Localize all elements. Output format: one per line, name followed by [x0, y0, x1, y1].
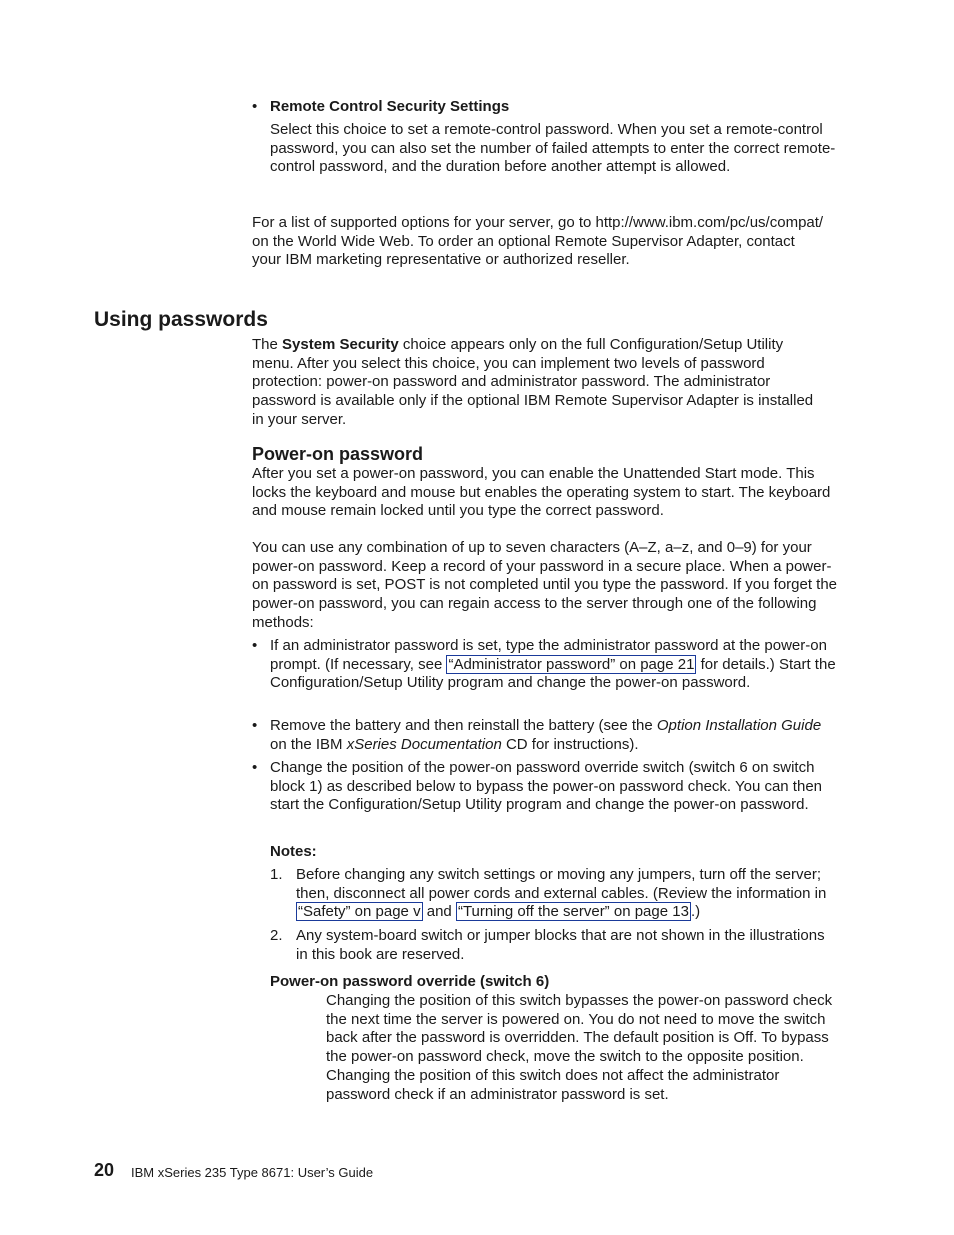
bullet-marker: •	[252, 637, 258, 654]
link-turning-off-server[interactable]: “Turning off the server” on page 13	[457, 903, 689, 921]
note-1: Before changing any switch settings or moving any jumpers, turn off the server; then, disconnect all power cords and external cables. (Review the information in “Safety” on page v and “Turning off the server” on page 13 .)	[296, 866, 827, 921]
power-on-paragraph-2: You can use any combination of up to seven characters (A–Z, a–z, and 0–9) for your power-on password. Keep a record of your password in a secure place. When a power-on password is set, POST is not completed until you type the password. If you forget the power-on password, you can regain access to the server through one of the following methods:	[252, 539, 838, 631]
page-number: 20	[94, 1160, 115, 1180]
bullet-marker: •	[252, 98, 258, 115]
section-heading-using-passwords: Using passwords	[94, 308, 268, 331]
power-on-paragraph-1: After you set a power-on password, you can enable the Unattended Start mode. This locks the keyboard and mouse but enables the operating system to start. The keyboard and mouse remain locked until you type the correct password.	[252, 465, 831, 520]
notes-title: Notes:	[270, 843, 317, 860]
note-2: Any system-board switch or jumper blocks that are not shown in the illustrations in this book are reserved.	[296, 927, 825, 963]
note-number-1: 1.	[270, 866, 283, 883]
bullet-marker: •	[252, 759, 258, 776]
supported-options-paragraph: For a list of supported options for your server, go to http://www.ibm.com/pc/us/compat/ on the World Wide Web. To order an optional Remote Supervisor Adapter, contact your IBM marketing representative or authorized reseller.	[252, 214, 824, 269]
method-bullet-2: Remove the battery and then reinstall the battery (see the Option Installation Guide on the IBM xSeries Documentation CD for instructions).	[270, 717, 822, 753]
link-administrator-password[interactable]: “Administrator password” on page 21	[448, 655, 695, 673]
override-switch-title: Power-on password override (switch 6)	[270, 973, 550, 990]
link-safety[interactable]: “Safety” on page v	[298, 903, 421, 921]
method-bullet-1: If an administrator password is set, type the administrator password at the power-on prompt. (If necessary, see “Administrator password” on page 21 for details.) Start the Configuration/Setup Utility program and change the power-on password.	[270, 637, 836, 692]
footer-title: IBM xSeries 235 Type 8671: User’s Guide	[131, 1165, 374, 1180]
remote-control-title: Remote Control Security Settings	[270, 98, 510, 115]
bullet-marker: •	[252, 717, 258, 734]
method-bullet-3: Change the position of the power-on password override switch (switch 6 on switch block 1) as described below to bypass the power-on password check. You can then start the Configuration/Setup Utility program and change the power-on password.	[270, 759, 822, 814]
remote-control-body: Select this choice to set a remote-control password. When you set a remote-control password, you can also set the number of failed attempts to enter the correct remote-control password, and the duration before another attempt is allowed.	[270, 121, 836, 176]
system-security-term: System Security	[282, 336, 399, 353]
subsection-heading-power-on-password: Power-on password	[252, 444, 424, 464]
using-passwords-intro: The System Security choice appears only on the full Configuration/Setup Utility menu. After you select this choice, you can implement two levels of password protection: power-on password and administrator password. The administrator password is available only if the optional IBM Remote Supervisor Adapter is installed in your server.	[252, 336, 814, 428]
override-switch-body: Changing the position of this switch bypasses the power-on password check the next time the server is powered on. You do not need to move the switch back after the password is overridden. The default position is Off. To bypass the power-on password check, move the switch to the opposite position. Changing the position of this switch does not affect the administrator password check if an administrator password is set.	[326, 992, 833, 1103]
note-number-2: 2.	[270, 927, 283, 944]
